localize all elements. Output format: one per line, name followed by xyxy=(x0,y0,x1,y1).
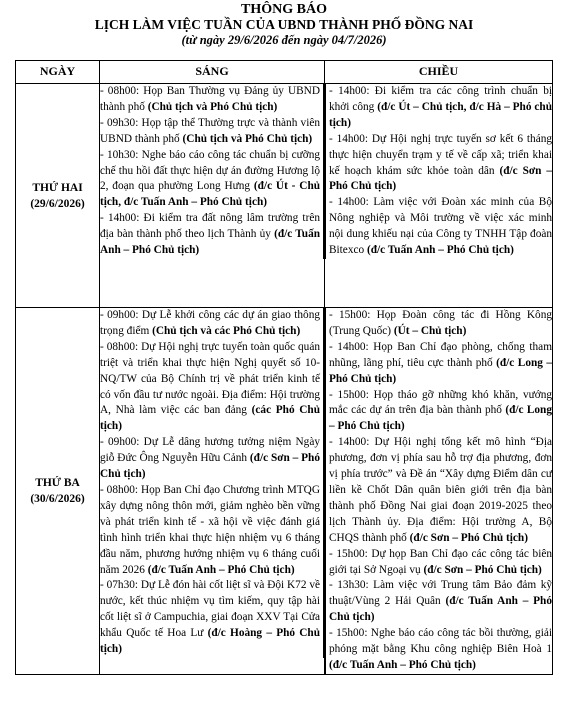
entry-attendee: (Út – Chủ tịch) xyxy=(393,324,467,337)
entry-attendee: (đ/c Tuấn Anh – Phó Chủ tịch) xyxy=(100,228,320,257)
notice-title: THÔNG BÁO xyxy=(241,2,327,17)
table-row xyxy=(16,84,553,308)
list-item xyxy=(100,483,320,578)
day-date: (30/6/2026) xyxy=(30,492,85,505)
list-item xyxy=(329,435,552,546)
afternoon-cell xyxy=(325,84,553,308)
entry-attendee: (đ/c Hoàng – Phó Chủ tịch) xyxy=(100,627,320,656)
column-header-afternoon: CHIỀU xyxy=(325,61,553,84)
table-header-row xyxy=(16,61,553,84)
list-item xyxy=(329,626,552,674)
entry-attendee: (Chủ tịch và các Phó Chủ tịch) xyxy=(152,324,301,337)
entry-text: - 08h00: Dự Hội nghị trực tuyến toàn quốc quán triệt và triển khai thực hiện Nghị quyết số 10-NQ/TW của Bộ Chính trị về phát triển kinh tế có vốn đầu tư nước ngoài. Địa điểm: Hội trường A, Nhà làm việc các ban đảng xyxy=(100,340,320,417)
day-date: (29/6/2026) xyxy=(30,197,85,210)
day-cell xyxy=(16,308,100,675)
entry-attendee: (đ/c Út - Chủ tịch, đ/c Tuấn Anh – Phó Chủ tịch) xyxy=(100,180,321,209)
morning-cell xyxy=(100,308,325,675)
entry-attendee: (đ/c Tuấn Anh – Phó Chủ tịch) xyxy=(329,658,476,671)
list-item xyxy=(329,308,552,340)
entry-text: - 14h00: Đi kiểm tra đất nông lâm trường trên địa bàn thành phố theo lịch Thành ủy xyxy=(100,212,320,241)
entry-attendee: (Chủ tịch và Phó Chủ tịch) xyxy=(147,100,278,113)
entry-text: - 14h00: Dự Hội nghị trực tuyến sơ kết 6 tháng thực hiện chuyển trạm y tế về cấp xã; triển khai kế hoạch khám sức khỏe toàn dân xyxy=(329,132,552,177)
entry-text: - 09h30: Họp tập thể Thường trực và thành viên UBND thành phố xyxy=(100,116,320,145)
notice-subtitle: LỊCH LÀM VIỆC TUẦN CỦA UBND THÀNH PHỐ ĐỒNG NAI xyxy=(94,17,474,32)
entry-attendee: (đ/c Sơn – Phó Chủ tịch) xyxy=(329,164,552,193)
entry-text: - 15h00: Dự họp Ban Chỉ đạo các công tác biên giới tại Sở Ngoại vụ xyxy=(329,547,552,576)
morning-cell xyxy=(100,84,325,308)
entry-text: - 14h00: Họp Ban Chỉ đạo phòng, chống tham nhũng, lãng phí, tiêu cực thành phố xyxy=(329,340,552,369)
list-item xyxy=(329,388,552,436)
entry-attendee: (đ/c Út – Chủ tịch, đ/c Hà – Phó chủ tịch) xyxy=(329,100,552,129)
entry-attendee: (đ/c Sơn – Phó Chủ tịch) xyxy=(423,563,542,576)
list-item xyxy=(100,116,320,148)
day-name: THỨ BA xyxy=(35,476,80,489)
list-item xyxy=(329,547,552,579)
entry-text: - 08h00: Họp Ban Chỉ đạo Chương trình MTQG xây dựng nông thôn mới, giảm nghèo bền vững và phát triển kinh tế - xã hội về việc đánh giá tình hình triển khai thực hiện nhiệm vụ 6 tháng đầu năm, phương hướng nhiệm vụ 6 tháng cuối năm 2026 xyxy=(100,483,320,576)
list-item xyxy=(100,84,320,116)
table-row xyxy=(16,308,553,675)
list-item xyxy=(329,195,552,259)
entry-attendee: (các Phó Chủ tịch) xyxy=(100,404,320,433)
list-item xyxy=(100,308,320,340)
entry-text: - 15h00: Nghe báo cáo công tác bồi thường, giải phóng mặt bằng Khu công nghiệp Biên Hoà 1 xyxy=(329,627,552,656)
entry-text: - 13h30: Làm việc với Trung tâm Bảo đảm kỹ thuật/Vùng 2 Hải Quân xyxy=(329,579,552,608)
list-item xyxy=(329,132,552,196)
entry-text: - 14h00: Làm việc với Đoàn xác minh của Bộ Nông nghiệp và Môi trường về việc xác minh nội dung khiếu nại của Công ty TNHH Tập đoàn Bitexco xyxy=(329,196,552,257)
entry-attendee: (đ/c Tuấn Anh – Phó Chủ tịch) xyxy=(366,244,514,257)
afternoon-cell xyxy=(325,308,553,675)
entry-attendee: (đ/c Sơn – Phó Chủ tịch) xyxy=(409,531,528,544)
list-item xyxy=(100,435,320,483)
notice-date-range: (từ ngày 29/6/2026 đến ngày 04/7/2026) xyxy=(181,33,387,47)
entry-attendee: (Chủ tịch và Phó Chủ tịch) xyxy=(182,132,313,145)
entry-text: - 15h00: Họp Đoàn công tác đi Hồng Kông (Trung Quốc) xyxy=(329,309,552,337)
list-item xyxy=(100,340,320,435)
entry-text: - 08h00: Họp Ban Thường vụ Đảng ủy UBND thành phố xyxy=(100,85,320,113)
day-name: THỨ HAI xyxy=(32,181,83,194)
entry-text: - 09h00: Dự Lễ khởi công các dự án giao thông trọng điểm xyxy=(100,309,320,337)
column-header-day: NGÀY xyxy=(16,61,100,84)
day-cell xyxy=(16,84,100,308)
list-item xyxy=(329,578,552,626)
column-header-morning: SÁNG xyxy=(100,61,325,84)
list-item xyxy=(329,84,552,132)
entry-text: - 15h00: Họp tháo gỡ những khó khăn, vướng mắc các dự án trên địa bàn thành phố xyxy=(329,388,552,417)
entry-attendee: (đ/c Long – Phó Chủ tịch) xyxy=(329,404,552,433)
list-item xyxy=(100,211,320,259)
list-item xyxy=(329,340,552,388)
entry-text: - 07h30: Dự Lễ đón hài cốt liệt sĩ và Đội K72 về nước, kết thúc nhiệm vụ tìm kiếm, quy tập hài cốt liệt sĩ ở Campuchia, giai đoạn XXV Tại Cửa khẩu Quốc tế Hoa Lư xyxy=(100,579,320,640)
list-item xyxy=(100,578,320,658)
entry-text: - 09h00: Dự Lễ dâng hương tưởng niệm Ngày giỗ Đức Ông Nguyễn Hữu Cảnh xyxy=(100,436,320,465)
entry-attendee: (đ/c Long – Phó Chủ tịch) xyxy=(329,356,553,385)
entry-text: - 14h00: Đi kiểm tra các công trình chuẩn bị khởi công xyxy=(329,85,552,113)
entry-text: - 10h30: Nghe báo cáo công tác chuẩn bị cưỡng chế thu hồi đất thực hiện dự án đường Hương lộ 2, đoạn qua phường Long Hưng xyxy=(100,148,320,193)
entry-attendee: (đ/c Tuấn Anh – Phó Chủ tịch) xyxy=(329,595,552,624)
entry-attendee: (đ/c Tuấn Anh – Phó Chủ tịch) xyxy=(147,563,295,576)
entry-text: - 14h00: Dự Hội nghị tổng kết mô hình “Địa phương, đơn vị phía sau hỗ trợ địa phương, đơn vị phía trước” và Đề án “Xây dựng Điểm dân cư liền kề Chốt Dân quân biên giới trên địa bàn thành phố Đồng Nai giai đoạn 2019-2025 theo lịch Thành ủy. Địa điểm: Hội trường A, Bộ CHQS thành phố xyxy=(329,436,552,544)
schedule-table xyxy=(15,60,553,675)
list-item xyxy=(100,148,320,212)
entry-attendee: (đ/c Sơn – Phó Chủ tịch) xyxy=(100,452,320,481)
